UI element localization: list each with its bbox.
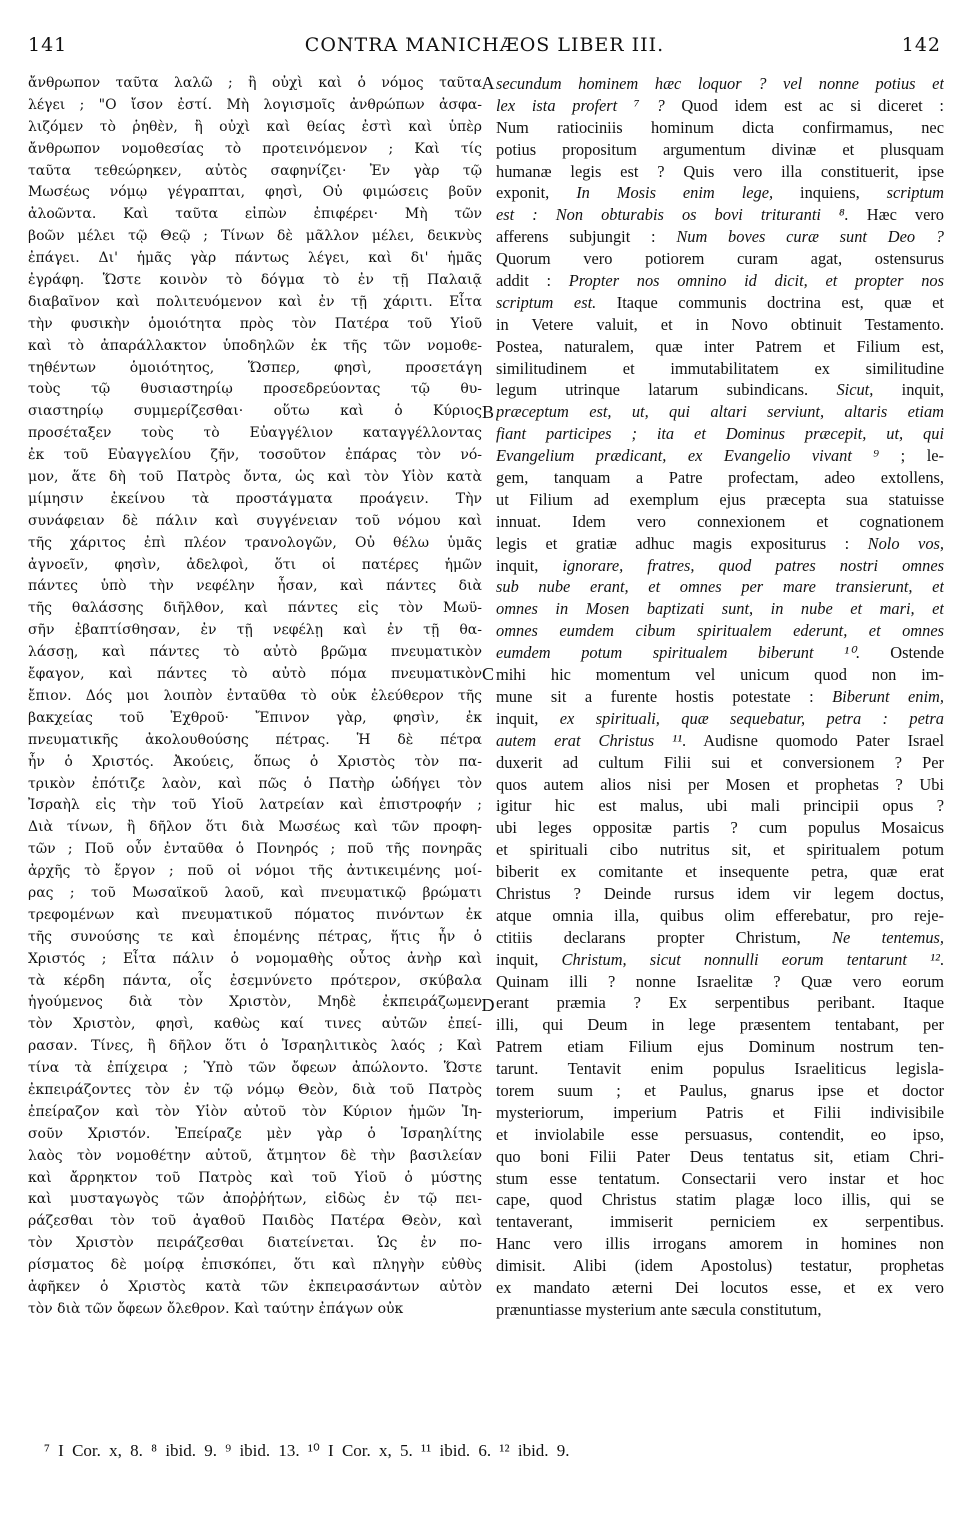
greek-line: ἐπάγει. Δι' ἡμᾶς γὰρ πάντως λέγει, καὶ δι' ἡμᾶς (28, 250, 482, 267)
greek-line: τὴν φυσικὴν ὁμοιότητα πρὸς τὸν Πατέρα τοῦ Υἱοῦ (28, 315, 482, 332)
latin-segment: . Audisne quomodo Pater Israel (682, 730, 944, 750)
greek-line: Διὰ τίνων, ἢ δῆλον ὅτι διὰ Μωσέως καὶ τῶν προφη- (28, 819, 482, 836)
latin-italic-segment: Sicut, (836, 380, 874, 400)
page-number-right: 142 (901, 34, 941, 56)
greek-line: ράζεσθαι τὸν τοῦ ἀγαθοῦ Παιδὸς Πατέρα Θεὸν, καὶ (28, 1213, 482, 1230)
latin-segment: afferens subjungit : (496, 227, 677, 247)
latin-line (496, 730, 944, 752)
latin-segment: mysteriorum, imperium Patris et Filii indivisibile (496, 1102, 944, 1122)
latin-segment: dimisit. Alibi (idem Apostolus) testatur, prophetas (496, 1256, 944, 1276)
latin-italic-segment: omnes in Mosen baptizati sunt, in nube et mari, et (496, 599, 944, 619)
latin-italic-segment: est : Non obturabis os bovi trituranti ⁸. (496, 205, 849, 225)
latin-italic-segment: ex spirituali, quæ sequebatur, petra : petra (559, 708, 944, 728)
latin-segment: atque omnia illa, quibus olim efferebatur, pro reje- (496, 905, 944, 925)
greek-line: καὶ μυσταγωγὸς τῶν ἀποῤῥήτων, εἰδὼς ἐν τῷ πει- (28, 1191, 482, 1208)
greek-line: ρίσματος δὲ μοίρᾳ ἐπισκόπει, ὅτι καὶ πληγὴν εὐθὺς (28, 1257, 482, 1274)
latin-italic-segment: ignorare, fratres, quod patres nostri omnes (562, 555, 944, 575)
latin-segment: innuat. Idem vero connexionem et cognationem (496, 511, 944, 531)
latin-line (496, 774, 944, 796)
latin-segment: ctitiis declarans propter Christum, (496, 927, 833, 947)
latin-line (496, 817, 944, 839)
greek-line: ἀρχῆς τὸ ἔργον ; ποῦ οἱ νόμοι τῆς ἀντικειμένης μοί- (28, 863, 482, 880)
greek-text-column (28, 73, 482, 1393)
greek-line: τὸν Χριστὸν πειράζεσθαι διατείνεται. Ὡς ἐν πο- (28, 1235, 482, 1252)
running-title: CONTRA MANICHÆOS LIBER III. (304, 34, 665, 56)
greek-line: τῶν ; Ποῦ οὖν ἐνταῦθα ὁ Πονηρός ; ποῦ τῆς πονηρᾶς (28, 841, 482, 858)
latin-italic-segment: lex ista profert ⁷ ? (496, 95, 665, 115)
latin-line (496, 336, 944, 358)
greek-line: τρικὸν ἐπότιζε λαὸν, καὶ πῶς ὁ Πατὴρ ὡδήγει τὸν (28, 775, 482, 792)
latin-line (496, 248, 944, 270)
latin-line (496, 1189, 944, 1211)
latin-line (496, 226, 944, 248)
greek-line: μον, ἅτε δὴ τοῦ Πατρὸς ὄντα, ὡς καὶ τὸν Υἱὸν κατὰ (28, 469, 482, 486)
greek-line: σοῦν Χριστόν. Ἐπείραζε μὲν γὰρ ὁ Ἰσραηλίτης (28, 1125, 482, 1142)
greek-line: σιαστηρίῳ συμμερίζεσθαι· οὕτω καὶ ὁ Κύριος (28, 403, 482, 420)
latin-italic-segment: omnes eumdem cibum spiritualem ederunt, et omnes (496, 621, 944, 641)
latin-segment: erant præmia ? Ex serpentibus peribant. Itaque (496, 993, 944, 1013)
latin-segment: inquit, (496, 949, 562, 969)
greek-line: ἀλοῶντα. Καὶ ταῦτα εἰπὼν ἐπιφέρει· Μὴ τῶν (28, 206, 482, 223)
latin-segment: ubi leges oppositæ partis ? cum populus Mosaicus (496, 818, 944, 838)
latin-line (496, 1299, 944, 1321)
page-number-left: 141 (28, 34, 68, 56)
latin-segment: et inviolabile esse persuasus, contendit, eo ipso, (496, 1124, 944, 1144)
latin-line (496, 204, 944, 226)
greek-line: πνευματικῆς ἀκολουθούσης πέτρας. Ἡ δὲ πέτρα (28, 731, 482, 748)
greek-line: σῆν ἐβαπτίσθησαν, ἐν τῇ νεφέλῃ καὶ ἐν τῇ θα- (28, 622, 482, 639)
latin-segment: inquiens, (773, 183, 887, 203)
latin-line (496, 949, 944, 971)
greek-line: ἄνθρωπον ταῦτα λαλῶ ; ἢ οὐχὶ καὶ ὁ νόμος ταῦτα (28, 75, 482, 91)
latin-segment: Itaque communis doctrina est, quæ et (596, 292, 944, 312)
latin-italic-segment: In Mosis enim lege, (576, 183, 774, 203)
greek-line: Μωσέως νόμῳ γέγραπται, φησὶ, Οὐ φιμώσεις βοῦν (28, 184, 482, 201)
greek-line: ρασαν. Τίνες, ἢ δῆλον ὅτι ὁ Ἰσραηλιτικὸς λαός ; Καὶ (28, 1038, 482, 1055)
greek-line: διαβαῖνον καὶ πολιτευόμενον καὶ ἐν τῇ χάριτι. Εἶτα (28, 293, 482, 310)
latin-line (496, 379, 944, 401)
latin-segment: ; le- (879, 446, 944, 466)
latin-line (496, 270, 944, 292)
latin-line (496, 1080, 944, 1102)
margin-letter-b: B (481, 402, 494, 422)
latin-segment: tarunt. Tentavit enim populus Israeliticus legisla- (496, 1059, 944, 1079)
latin-segment: Christus ? Deinde rursus idem vir legem doctus, (496, 883, 944, 903)
greek-line: ἄνθρωπον νομοθεσίας τὸ προτεινόμενον ; Καὶ τίς (28, 140, 482, 157)
latin-italic-segment: Ne tentemus, (832, 927, 944, 947)
latin-italic-segment: sub nube erant, et omnes per mare transierunt, et (496, 577, 944, 597)
latin-italic-segment: præceptum est, ut, qui altari serviunt, altaris etiam (496, 402, 944, 422)
latin-segment: mune sit a furente hostis potestate : (496, 686, 833, 706)
latin-line (496, 905, 944, 927)
latin-segment: mihi hic momentum vel unicum quod non im- (496, 665, 944, 685)
latin-line (496, 489, 944, 511)
latin-line (496, 1233, 944, 1255)
latin-segment: prænuntiasse mysterium ante sæcula constitutum, (496, 1299, 822, 1319)
greek-line: λαὸς τὸν νομοθέτην αὐτοῦ, ἄτμητον δὲ τὴν βασιλείαν (28, 1147, 482, 1164)
latin-line (496, 401, 944, 423)
margin-letter-c: C (481, 664, 494, 684)
latin-segment: Num ratiociniis hominum dicta confirmamus, nec (496, 117, 944, 137)
latin-line (496, 839, 944, 861)
latin-segment: torem suum ; et Paulus, gnarus ipse et doctor (496, 1080, 944, 1100)
greek-line: ἦν ὁ Χριστός. Ἀκούεις, ὅπως ὁ Χριστὸς τὸν πα- (28, 753, 482, 770)
greek-line: τὸν Χριστὸν, φησὶ, καθὼς καί τινες αὐτῶν ἐπεί- (28, 1016, 482, 1033)
latin-line (496, 576, 944, 598)
latin-segment: cape, quod Christus statim plagæ loco illis, qui se (496, 1190, 944, 1210)
latin-segment: humanæ legis est ? Quis vero illa constituerit, ipse (496, 161, 944, 181)
latin-line (496, 1014, 944, 1036)
greek-line: ἀφῆκεν ὁ Χριστὸς κατὰ τῶν ἐκπειρασάντων αὐτὸν (28, 1278, 482, 1295)
latin-line (496, 708, 944, 730)
latin-line (496, 795, 944, 817)
latin-italic-segment: secundum hominem hæc loquor ? vel nonne potius et (496, 74, 944, 93)
latin-line (496, 620, 944, 642)
latin-segment: inquit, (496, 708, 560, 728)
latin-segment: inquit, (496, 555, 563, 575)
greek-line: ἔπιον. Δός μοι λοιπὸν ἐνταῦθα τὸ οὐκ ἐλεύθερον τῆς (28, 687, 482, 704)
latin-line (496, 117, 944, 139)
latin-segment: et spirituali cibo nutritus sit, et spiritualem potum (496, 840, 944, 860)
latin-line (496, 161, 944, 183)
latin-segment: Hæc vero (848, 205, 944, 225)
greek-line: προσέταξεν τοὺς τὸ Εὐαγγέλιον καταγγέλλοντας (28, 425, 482, 442)
latin-line (496, 598, 944, 620)
greek-line: συνάφειαν δὲ πάλιν καὶ συγγένειαν τοῦ νόμου καὶ (28, 512, 482, 529)
margin-letter-d: D (481, 995, 495, 1015)
latin-italic-segment: scriptum (886, 183, 944, 203)
greek-line: Χριστός ; Εἶτα πάλιν ὁ νομομαθὴς οὗτος ἀνὴρ καὶ (28, 950, 482, 967)
latin-line (496, 642, 944, 664)
greek-line: λάσσῃ, καὶ πάντες τὸ αὐτὸ βρῶμα πνευματικὸν (28, 644, 482, 661)
latin-segment: inquit, (873, 380, 944, 400)
greek-line: λέγει ; "Ο ἴσον ἐστί. Μὴ λογισμοῖς ἀνθρώπων ἀσφα- (28, 96, 482, 113)
latin-line (496, 73, 944, 95)
greek-line: τῆς θαλάσσης διῆλθον, καὶ πάντες εἰς τὸν Μωϋ- (28, 600, 482, 617)
greek-line: ἐγράφη. Ὥστε κοινὸν τὸ δόγμα τὸ ἐν τῇ Παλαιᾷ (28, 272, 482, 289)
greek-line: ἡγούμενος διὰ τὸν Χριστὸν, Μηδὲ ἐκπειράζωμεν (28, 994, 482, 1011)
latin-line (496, 861, 944, 883)
latin-italic-segment: Biberunt enim, (832, 686, 944, 706)
greek-line: τῆς συνούσης τε καὶ ἑπομένης πέτρας, ἥτις ἦν ὁ (28, 928, 482, 945)
greek-line: βοῶν μέλει τῷ Θεῷ ; Τίνων δὲ μᾶλλον μέλει, δεικνὺς (28, 228, 482, 245)
greek-line: ρας ; τοῦ Μωσαϊκοῦ λαοῦ, καὶ πνευματικῷ βρώματι (28, 884, 482, 901)
latin-italic-segment: scriptum est. (496, 292, 597, 312)
latin-segment: Patrem etiam Filium ejus Dominum nostrum ten- (496, 1037, 944, 1057)
latin-line (496, 686, 944, 708)
greek-line: ἐκπειράζοντες τὸν ἐν τῷ νόμῳ Θεὸν, διὰ τοῦ Πατρὸς (28, 1081, 482, 1098)
latin-line (496, 555, 944, 577)
latin-segment: duxerit ad cultum Filii sui et conversionem ? Per (496, 752, 944, 772)
greek-line: τίνα τὰ ἐπίχειρα ; Ὑπὸ τῶν ὄφεων ἀπώλοντο. Ὥστε (28, 1060, 482, 1077)
latin-line (496, 1124, 944, 1146)
latin-segment: quo boni Filii Pater Deus tentatus sit, etiam Chri- (496, 1146, 944, 1166)
latin-line (496, 664, 944, 686)
latin-segment: similitudinem et immutabilitatem ex similitudine (496, 358, 944, 378)
greek-line: καὶ ἄρρηκτον τοῦ Πατρὸς καὶ τοῦ Υἱοῦ ὁ μύστης (28, 1169, 482, 1186)
latin-text-column (496, 73, 944, 1393)
latin-segment: Hanc vero illis irrogans amorem in homines non (496, 1234, 944, 1254)
footnotes: ⁷ I Cor. x, 8. ⁸ ibid. 9. ⁹ ibid. 13. ¹⁰ I Cor. x, 5. ¹¹ ibid. 6. ¹² ibid. 9. (44, 1441, 570, 1460)
latin-line (496, 1058, 944, 1080)
latin-italic-segment: fiant participes ; ita et Dominus præcepit, ut, qui (496, 424, 944, 444)
latin-line (496, 883, 944, 905)
latin-line (496, 992, 944, 1014)
latin-line (496, 1146, 944, 1168)
latin-segment: Quorum vero potiorem curam agat, ostensurus (496, 249, 944, 269)
latin-line (496, 182, 944, 204)
latin-italic-segment: Nolo vos, (867, 533, 944, 553)
latin-italic-segment: Num boves curæ sunt Deo ? (676, 227, 944, 247)
latin-segment: Quod idem est ac si diceret : (664, 95, 944, 115)
greek-line: ἐκ τοῦ Εὐαγγελίου ζῆν, τοσοῦτον ἐπάρας τὸν νό- (28, 447, 482, 464)
latin-segment: potius propositum argumentum divinæ et plusquam (496, 139, 944, 159)
latin-segment: in Vetere valuit, et in Novo obtinuit Testamento. (496, 314, 944, 334)
greek-line: τρεφομένων καὶ πνευματικοῦ πόματος πινόντων ἐκ (28, 906, 482, 923)
latin-line (496, 1168, 944, 1190)
greek-line: τηθέντων ὁμοιότητος, Ὥσπερ, φησὶ, προσετάγη (28, 359, 482, 376)
latin-line (496, 511, 944, 533)
greek-line: βακχείας τοῦ Ἐχθροῦ· Ἔπινον γὰρ, φησὶν, ἐκ (28, 709, 482, 726)
latin-line (496, 95, 944, 117)
latin-line (496, 1211, 944, 1233)
latin-segment: addit : (496, 271, 569, 291)
latin-line (496, 423, 944, 445)
greek-line: μίμησιν ἐκείνου τὰ προστάγματα προάγειν. Τὴν (28, 490, 482, 507)
latin-line (496, 533, 944, 555)
latin-line (496, 927, 944, 949)
latin-segment: biberit ex comitante et insequente petra, quæ erat (496, 862, 944, 882)
latin-italic-segment: Evangelium prædicant, ex Evangelio vivant ⁹ (496, 446, 880, 466)
latin-segment: legis et gratiæ adhuc magis expositurus : (496, 533, 868, 553)
greek-line: ἀγνοεῖν, φησὶν, ἀδελφοὶ, ὅτι οἱ πατέρες ἡμῶν (28, 556, 482, 573)
running-header (28, 34, 941, 64)
margin-letter-a: A (481, 73, 495, 93)
latin-segment: Postea, naturalem, quæ inter Patrem et Filium est, (496, 336, 944, 356)
greek-line: τὰ κέρδη πάντα, οἷς ἐσεμνύνετο πρότερον, σκύβαλα (28, 972, 482, 989)
latin-line (496, 358, 944, 380)
latin-line (496, 1277, 944, 1299)
latin-segment: tentaverant, immiserit perniciem ex serpentibus. (496, 1212, 944, 1232)
latin-line (496, 752, 944, 774)
latin-segment: exponit, (496, 183, 577, 203)
greek-line: τῆς χάριτος ἐπὶ πλέον τρανολογῶν, Οὐ θέλω ὑμᾶς (28, 534, 482, 551)
greek-line: ἐπείραζον καὶ τὸν Υἱὸν αὐτοῦ τὸν Κύριον ἡμῶν Ἰη- (28, 1103, 482, 1120)
latin-line (496, 1255, 944, 1277)
greek-line: πάντες ὑπὸ τὴν νεφέλην ἦσαν, καὶ πάντες διὰ (28, 578, 482, 595)
latin-line (496, 467, 944, 489)
latin-segment: stum esse tentatum. Consectarii vero instar et hoc (496, 1168, 944, 1188)
latin-segment: ut Filium ad exemplum ejus præcepta sua statuisse (496, 489, 944, 509)
latin-italic-segment: Propter nos omnino id dicit, et propter nos (568, 271, 944, 291)
greek-line: Ἰσραὴλ εἰς τὴν τοῦ Υἱοῦ λατρείαν καὶ ἐπιστροφήν ; (28, 797, 482, 814)
latin-line (496, 1036, 944, 1058)
latin-segment: igitur hic est malus, ubi mali principii opus ? (496, 796, 944, 816)
greek-line: ἔφαγον, καὶ πάντες τὸ αὐτὸ πόμα πνευματικὸν (28, 666, 482, 683)
greek-line: τοὺς τῷ θυσιαστηρίῳ προσεδρεύοντας τῷ θυ- (28, 381, 482, 398)
latin-segment: gem, tanquam a Patre profectam, adeo extollens, (496, 468, 944, 488)
latin-line (496, 971, 944, 993)
latin-segment: quos autem alios nisi per Mosen et prophetas ? Ubi (496, 774, 944, 794)
latin-segment: legum utrinque latarum subindicans. (496, 380, 837, 400)
latin-segment: . Ostende (855, 643, 944, 663)
latin-line (496, 314, 944, 336)
latin-line (496, 139, 944, 161)
latin-line (496, 445, 944, 467)
latin-italic-segment: eumdem potum spiritualem biberunt ¹⁰ (496, 643, 856, 663)
greek-line: λιζόμεν τὸ ῥηθὲν, ἢ οὐχὶ καὶ θείας ἐστὶ καὶ ὑπὲρ (28, 118, 482, 135)
latin-segment: Quinam illi ? nonne Israelitæ ? Quæ vero eorum (496, 971, 944, 991)
latin-line (496, 292, 944, 314)
latin-line (496, 1102, 944, 1124)
latin-segment: . (939, 949, 944, 969)
greek-line: τὸν διὰ τῶν ὄφεων ὄλεθρον. Καὶ ταύτην ἐπάγων οὐκ (28, 1300, 404, 1317)
latin-italic-segment: autem erat Christus ¹¹ (496, 730, 682, 750)
greek-line: καὶ τὸ ἀπαράλλακτον ὑποδηλῶν ἐκ τῆς τῶν νομοθε- (28, 337, 482, 354)
latin-italic-segment: Christum, sicut nonnulli eorum tentarunt ¹² (561, 949, 940, 969)
latin-segment: illi, qui Deum in lege præsentem tentabant, per (496, 1015, 944, 1035)
greek-line: ταῦτα τεθεώρηκεν, αὐτὸς σαφηνίζει· Ἐν γὰρ τῷ (28, 162, 482, 179)
latin-segment: ex mandato æterni Dei locutos esse, et ex vero (496, 1277, 944, 1297)
